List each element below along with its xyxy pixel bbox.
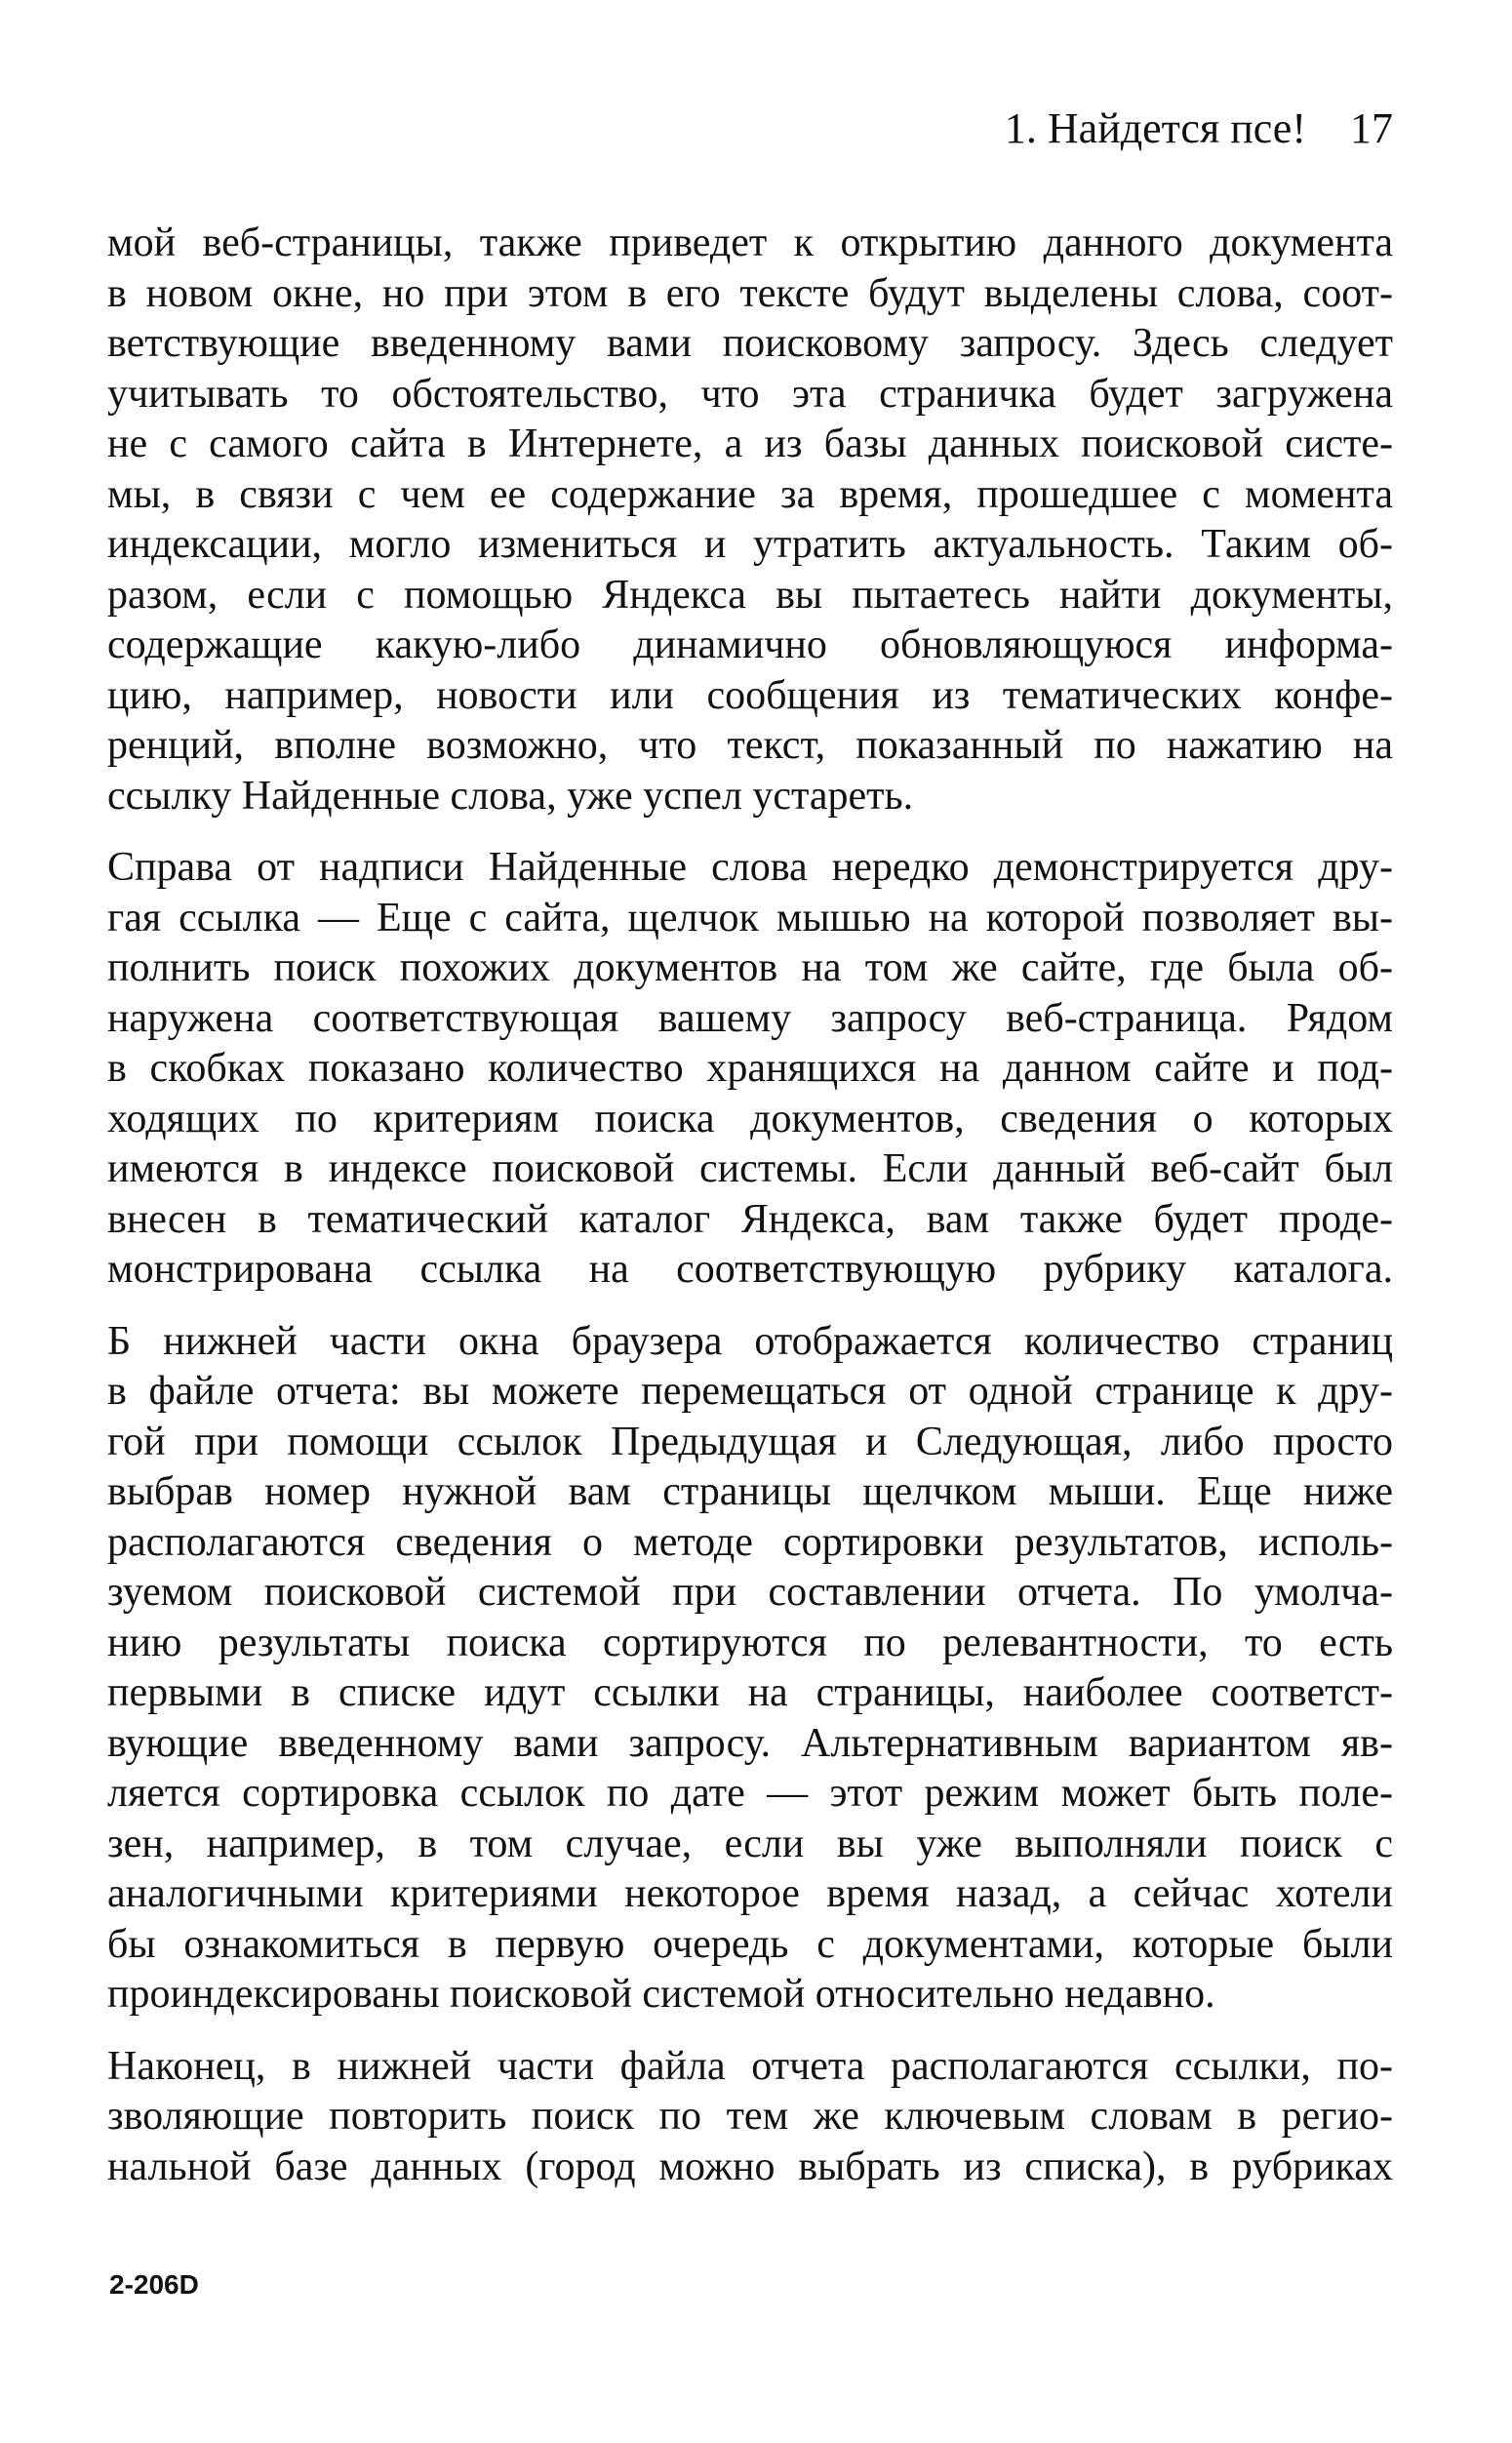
text-line: разом, если с помощью Яндекса вы пытаетесь найти документы, xyxy=(107,572,1393,618)
paragraph-4 xyxy=(107,2042,1393,2193)
page-body xyxy=(107,219,1393,2214)
text-line: мы, в связи с чем ее содержание за время, прошедшее с момента xyxy=(107,471,1393,517)
text-line: ляется сортировка ссылок по дате — этот режим может быть поле- xyxy=(107,1771,1393,1816)
text-line: зволяющие повторить поиск по тем же ключевым словам в регио- xyxy=(107,2094,1393,2139)
text-line: первыми в списке идут ссылки на страницы, наиболее соответст- xyxy=(107,1670,1393,1715)
text-line: ренций, вполне возможно, что текст, показанный по нажатию на xyxy=(107,723,1393,768)
text-line: располагаются сведения о методе сортировки результатов, исполь- xyxy=(107,1519,1393,1565)
text-line: Справа от надписи Найденные слова нередко демонстрируется дру- xyxy=(107,845,1393,890)
text-line: в скобках показано количество хранящихся на данном сайте и под- xyxy=(107,1046,1393,1091)
text-line: цию, например, новости или сообщения из тематических конфе- xyxy=(107,672,1393,718)
text-line: полнить поиск похожих документов на том же сайте, где была об- xyxy=(107,945,1393,990)
text-line: гая ссылка — Еще с сайта, щелчок мышью на которой позволяет вы- xyxy=(107,895,1393,941)
text-line: не с самого сайта в Интернете, а из базы данных поисковой систе- xyxy=(107,421,1393,466)
text-line: ходящих по критериям поиска документов, сведения о которых xyxy=(107,1096,1393,1141)
text-line: индексации, могло измениться и утратить актуальность. Таким об- xyxy=(107,522,1393,567)
text-line: ветствующие введенному вами поисковому запросу. Здесь следует xyxy=(107,321,1393,366)
page-number: 17 xyxy=(1350,104,1393,152)
paragraph-3 xyxy=(107,1317,1393,2021)
chapter-title: 1. Найдется псе! xyxy=(1004,104,1306,152)
text-line: нальной базе данных (город можно выбрать из списка), в рубриках xyxy=(107,2143,1393,2189)
text-line: проиндексированы поисковой системой относительно недавно. xyxy=(107,1972,1215,2017)
paragraph-2 xyxy=(107,843,1393,1296)
text-line: в файле отчета: вы можете перемещаться от одной странице к дру- xyxy=(107,1369,1393,1414)
text-line: содержащие какую-либо динамично обновляющуюся информа- xyxy=(107,622,1393,667)
text-line: вующие введенному вами запросу. Альтернативным вариантом яв- xyxy=(107,1720,1393,1766)
text-line: Наконец, в нижней части файла отчета располагаются ссылки, по- xyxy=(107,2043,1393,2089)
text-line: ссылку Найденные слова, уже успел устареть. xyxy=(107,773,914,819)
text-line: наружена соответствующая вашему запросу веб-страница. Рядом xyxy=(107,995,1393,1041)
text-line: мой веб-страницы, также приведет к открытию данного документа xyxy=(107,220,1393,265)
text-line: зен, например, в том случае, если вы уже выполняли поиск с xyxy=(107,1821,1393,1866)
text-line: внесен в тематический каталог Яндекса, вам также будет проде- xyxy=(107,1196,1393,1242)
running-header xyxy=(1005,101,1393,156)
paragraph-1 xyxy=(107,219,1393,821)
text-line: Б нижней части окна браузера отображается количество страниц xyxy=(107,1318,1393,1364)
text-line: монстрирована ссылка на соответствующую рубрику каталога. xyxy=(107,1247,1393,1292)
text-line: выбрав номер нужной вам страницы щелчком мыши. Еще ниже xyxy=(107,1469,1393,1514)
text-line: гой при помощи ссылок Предыдущая и Следующая, либо просто xyxy=(107,1419,1393,1464)
text-line: учитывать то обстоятельство, что эта страничка будет загружена xyxy=(107,371,1393,417)
printer-signature: 2-206D xyxy=(109,2269,199,2300)
text-line: зуемом поисковой системой при составлении отчета. По умолча- xyxy=(107,1570,1393,1615)
text-line: бы ознакомиться в первую очередь с документами, которые были xyxy=(107,1921,1393,1967)
text-line: имеются в индексе поисковой системы. Если данный веб-сайт был xyxy=(107,1146,1393,1191)
text-line: в новом окне, но при этом в его тексте будут выделены слова, соот- xyxy=(107,270,1393,316)
text-line: аналогичными критериями некоторое время назад, а сейчас хотели xyxy=(107,1871,1393,1916)
text-line: нию результаты поиска сортируются по релевантности, то есть xyxy=(107,1620,1393,1665)
